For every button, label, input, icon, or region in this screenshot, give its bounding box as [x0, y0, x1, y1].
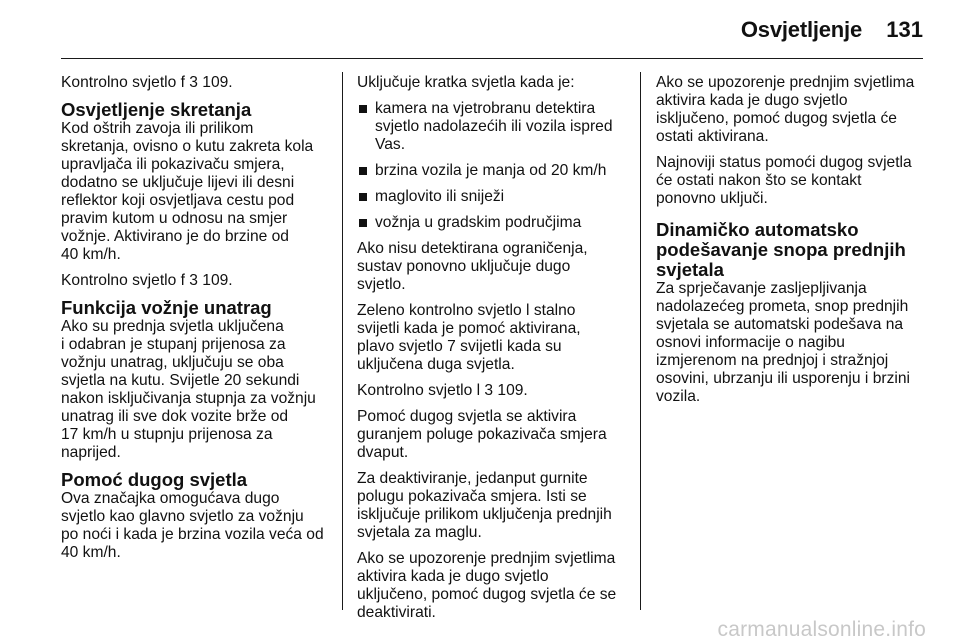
bullet-item [357, 214, 629, 232]
paragraph [357, 74, 629, 92]
text-line: svijetli kada je pomoć aktivirana, [357, 320, 581, 337]
paragraph [656, 154, 926, 208]
text-line: unatrag ili sve dok vozite brže od [61, 408, 289, 425]
text-line: po noći i kada je brzina vozila veća od [61, 526, 324, 543]
paragraph [357, 408, 629, 462]
text-line: Uključuje kratka svjetla kada je: [357, 74, 575, 91]
text-line: nakon isključivanja stupnja za vožnju [61, 390, 316, 407]
text-line: Kontrolno svjetlo f 3 109. [61, 272, 233, 289]
text-line: svjetlo nadolazećih ili vozila ispred [375, 118, 613, 135]
bullet-text [375, 100, 629, 154]
text-line: svjetla na kutu. Svijetle 20 sekundi [61, 372, 300, 389]
column-divider-1 [342, 72, 343, 610]
column-2 [357, 74, 629, 630]
paragraph [656, 280, 926, 406]
text-line: brzina vozila je manja od 20 km/h [375, 162, 607, 179]
heading-line: Osvjetljenje skretanja [61, 99, 252, 120]
text-line: Najnoviji status pomoći dugog svjetla [656, 154, 912, 171]
bullet-item [357, 188, 629, 206]
text-line: osnovi informacije o nagibu [656, 334, 845, 351]
text-line: isključuje prilikom uključenja prednjih [357, 506, 612, 523]
text-line: Ako se upozorenje prednjim svjetlima [357, 550, 616, 567]
watermark: carmanualsonline.info [717, 618, 926, 641]
text-line: svjetala se automatski podešava na [656, 316, 904, 333]
paragraph [61, 272, 327, 290]
text-line: dvaput. [357, 444, 409, 461]
text-line: kamera na vjetrobranu detektira [375, 100, 596, 117]
paragraph [61, 74, 327, 92]
text-line: plavo svjetlo 7 svijetli kada su [357, 338, 562, 355]
text-line: guranjem poluge pokazivača smjera [357, 426, 607, 443]
heading-line: Pomoć dugog svjetla [61, 469, 248, 490]
bullet-text [375, 188, 629, 206]
paragraph [357, 382, 629, 400]
text-line: Ako su prednja svjetla uključena [61, 318, 284, 335]
paragraph [61, 318, 327, 462]
heading-line: svjetala [656, 259, 724, 280]
column-1 [61, 74, 327, 570]
text-line: aktivira kada je dugo svjetlo [357, 568, 549, 585]
section-heading [656, 220, 926, 280]
text-line: nadolazećeg prometa, snop prednjih [656, 298, 909, 315]
heading-line: Dinamičko automatsko [656, 219, 859, 240]
text-line: sustav ponovno uključuje dugo [357, 258, 571, 275]
text-line: Ako se upozorenje prednjim svjetlima [656, 74, 915, 91]
column-divider-2 [640, 72, 641, 610]
bullet-text [375, 214, 629, 232]
bullet-square-icon [359, 193, 367, 201]
paragraph [357, 550, 629, 622]
text-line: 40 km/h. [61, 544, 121, 561]
paragraph [61, 490, 327, 562]
bullet-square-icon [359, 219, 367, 227]
text-line: izmjerenom na prednjoj i stražnjoj [656, 352, 889, 369]
text-line: Kod oštrih zavoja ili prilikom [61, 120, 254, 137]
text-line: vozila. [656, 388, 701, 405]
text-line: dodatno se uključuje lijevi ili desni [61, 174, 295, 191]
text-line: uključena duga svjetla. [357, 356, 515, 373]
text-line: pravim kutom u odnosu na smjer [61, 210, 288, 227]
text-line: uključeno, pomoć dugog svjetla će se [357, 586, 617, 603]
bullet-item [357, 162, 629, 180]
text-line: svjetlo. [357, 276, 406, 293]
heading-line: podešavanje snopa prednjih [656, 239, 906, 260]
paragraph [357, 240, 629, 294]
bullet-text [375, 162, 629, 180]
text-line: Zeleno kontrolno svjetlo l stalno [357, 302, 576, 319]
text-line: Pomoć dugog svjetla se aktivira [357, 408, 577, 425]
bullet-square-icon [359, 105, 367, 113]
text-line: deaktivirati. [357, 604, 436, 621]
header-rule [61, 58, 923, 59]
text-line: ponovno uključi. [656, 190, 768, 207]
text-line: Ako nisu detektirana ograničenja, [357, 240, 588, 257]
text-line: Ova značajka omogućava dugo [61, 490, 280, 507]
text-line: skretanja, ovisno o kutu zakreta kola [61, 138, 314, 155]
page-number: 131 [886, 17, 923, 42]
paragraph [656, 74, 926, 146]
text-line: Za sprječavanje zasljepljivanja [656, 280, 867, 297]
text-line: svjetlo kao glavno svjetlo za vožnju [61, 508, 304, 525]
section-heading [61, 470, 327, 490]
text-line: će ostati nakon što se kontakt [656, 172, 862, 189]
text-line: i odabran je stupanj prijenosa za [61, 336, 286, 353]
text-line: vožnju unatrag, uključuju se oba [61, 354, 284, 371]
text-line: 40 km/h. [61, 246, 121, 263]
text-line: vožnja u gradskim područjima [375, 214, 582, 231]
text-line: 17 km/h u stupnju prijenosa za [61, 426, 273, 443]
text-line: aktivira kada je dugo svjetlo [656, 92, 848, 109]
text-line: upravljača ili pokazivaču smjera, [61, 156, 285, 173]
text-line: naprijed. [61, 444, 121, 461]
text-line: vožnje. Aktivirano je do brzine od [61, 228, 289, 245]
paragraph [357, 470, 629, 542]
text-line: maglovito ili sniježi [375, 188, 505, 205]
paragraph [357, 302, 629, 374]
paragraph [61, 120, 327, 264]
text-line: ostati aktivirana. [656, 128, 769, 145]
page-title: Osvjetljenje [740, 17, 862, 42]
text-line: osovini, ubrzanju ili usporenju i brzini [656, 370, 910, 387]
text-line: reflektor koji osvjetljava cestu pod [61, 192, 295, 209]
bullet-item [357, 100, 629, 154]
bullet-square-icon [359, 167, 367, 175]
text-line: Za deaktiviranje, jedanput gurnite [357, 470, 588, 487]
text-line: Vas. [375, 136, 406, 153]
text-line: svjetala za maglu. [357, 524, 482, 541]
text-line: isključeno, pomoć dugog svjetla će [656, 110, 897, 127]
section-heading [61, 298, 327, 318]
text-line: polugu pokazivača smjera. Isti se [357, 488, 587, 505]
section-heading [61, 100, 327, 120]
column-3 [656, 74, 926, 414]
text-line: Kontrolno svjetlo f 3 109. [61, 74, 233, 91]
heading-line: Funkcija vožnje unatrag [61, 297, 272, 318]
text-line: Kontrolno svjetlo l 3 109. [357, 382, 528, 399]
